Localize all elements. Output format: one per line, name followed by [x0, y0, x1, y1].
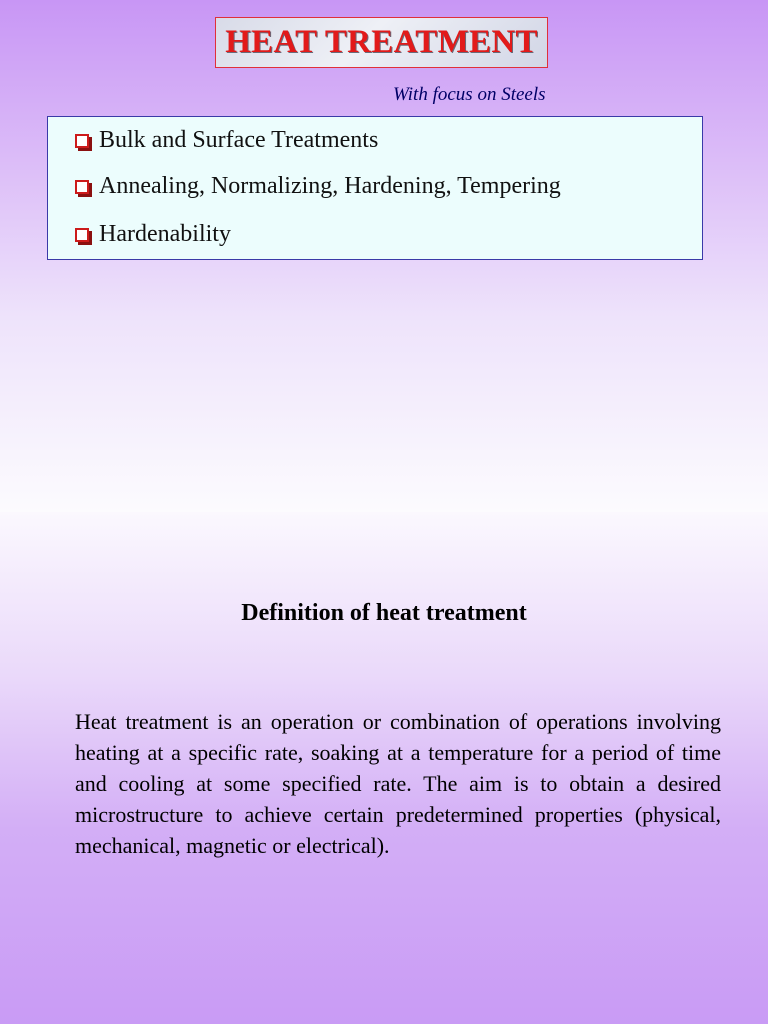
checkbox-icon — [75, 134, 89, 148]
title-box — [215, 17, 548, 68]
slide-subtitle: With focus on Steels — [393, 84, 546, 105]
slide-title: HEAT TREATMENT — [225, 24, 538, 60]
topic-item-label: Hardenability — [99, 221, 231, 247]
definition-heading: Definition of heat treatment — [241, 600, 527, 626]
topic-item-label: Bulk and Surface Treatments — [99, 127, 379, 153]
topic-item-annealing — [75, 173, 561, 200]
checkbox-icon — [75, 180, 89, 194]
checkbox-icon — [75, 228, 89, 242]
topic-item-bulk-surface — [75, 127, 378, 154]
topic-list-box — [47, 116, 703, 260]
definition-body: Heat treatment is an operation or combination of operations involving heating at a specific rate, soaking at a temperature for a period of time and cooling at some specified rate. The aim is to obtain a desired microstructure to achieve certain predetermined properties (physical, mechanical, magnetic or electrical). — [75, 709, 732, 858]
slide-definition — [0, 512, 768, 1024]
topic-item-hardenability — [75, 221, 231, 248]
topic-item-label: Annealing, Normalizing, Hardening, Tempering — [99, 173, 561, 199]
